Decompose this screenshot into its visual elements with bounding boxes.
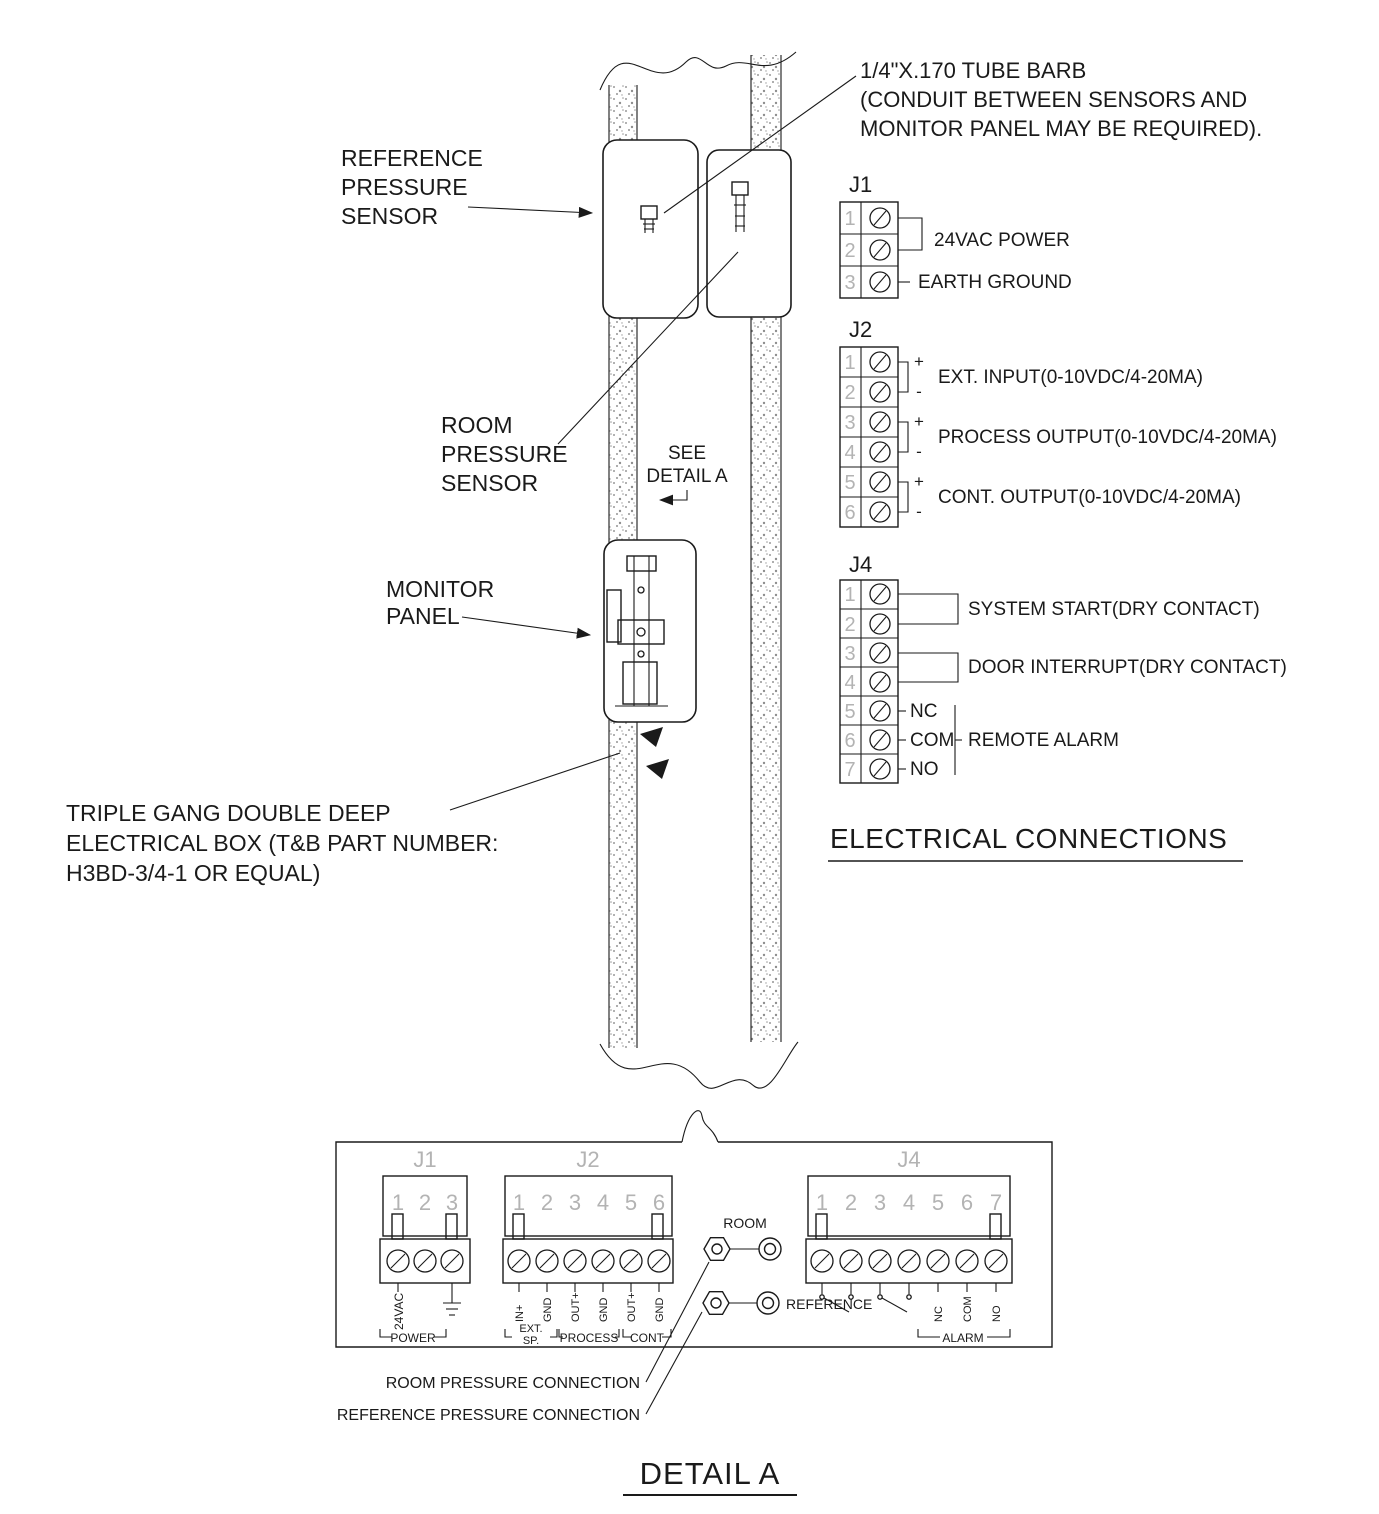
j2-pin-number: 4 <box>844 442 856 464</box>
leader-line <box>660 490 687 500</box>
electrical-connections-heading <box>828 823 1243 861</box>
detail-j2-designator: J2 <box>576 1147 600 1172</box>
annotation-electrical-box <box>66 727 669 886</box>
polarity-plus: + <box>914 472 924 491</box>
j4-contact-nc: NC <box>910 701 938 722</box>
detail-j4-group <box>806 1147 1012 1345</box>
annotation-reference-pressure-sensor <box>341 145 592 229</box>
leader-line <box>462 617 590 635</box>
detail-j1-designator: J1 <box>413 1147 437 1172</box>
j4-contact-com: COM <box>910 730 955 751</box>
detail-j1-wire-label: 24VAC <box>392 1292 406 1330</box>
detail-j2-wire-label: GND <box>542 1297 554 1322</box>
annotation-see-detail-a <box>646 443 728 500</box>
j1-pin-number: 3 <box>844 272 856 294</box>
bracket <box>898 422 908 452</box>
electrical-box-label: TRIPLE GANG DOUBLE DEEP <box>66 800 391 826</box>
detail-j2-pin: 6 <box>652 1190 666 1215</box>
room-connection-callout: ROOM PRESSURE CONNECTION <box>385 1375 640 1392</box>
polarity-plus: + <box>914 352 924 371</box>
annotation-monitor-panel <box>386 576 590 635</box>
detail-power-group-label: POWER <box>390 1331 436 1345</box>
detail-j4-pin: 6 <box>960 1190 974 1215</box>
leader-line <box>646 1312 702 1414</box>
wall-break-bottom <box>600 1042 798 1088</box>
j1-designator: J1 <box>849 172 873 197</box>
j4-pin-number: 7 <box>844 759 856 781</box>
see-detail-label: DETAIL A <box>646 466 728 487</box>
detail-j2-wire-label: GND <box>654 1297 666 1322</box>
detail-process-group-label: PROCESS <box>559 1331 619 1345</box>
j1-pin-number: 2 <box>844 240 856 262</box>
j2-pin-number: 1 <box>844 352 856 374</box>
detail-j1-pin: 2 <box>418 1190 432 1215</box>
polarity-minus: - <box>916 442 922 461</box>
detail-j2-wire-label: OUT+ <box>570 1292 582 1322</box>
j2-pin-number: 6 <box>844 502 856 524</box>
room-port-label: ROOM <box>723 1215 767 1231</box>
j1-ground-label: EARTH GROUND <box>918 272 1072 293</box>
detail-j2-group <box>503 1147 673 1347</box>
detail-j4-pin: 2 <box>844 1190 858 1215</box>
group-bracket <box>918 1329 940 1337</box>
detail-j4-pin: 7 <box>989 1190 1003 1215</box>
reference-pressure-sensor-drawing <box>603 140 698 318</box>
barb-port-icon <box>757 1292 779 1314</box>
detail-j2-pin: 2 <box>540 1190 554 1215</box>
j4-contact-no: NO <box>910 759 939 780</box>
detail-j4-pin: 4 <box>902 1190 916 1215</box>
detail-alarm-group-label: ALARM <box>942 1331 984 1345</box>
detail-j2-pin: 1 <box>512 1190 526 1215</box>
connector-j4-diagram <box>840 552 1287 783</box>
detail-j2-pin: 5 <box>624 1190 638 1215</box>
bracket <box>898 594 958 624</box>
terminal-screw-icon <box>387 1250 463 1272</box>
room-sensor-label: SENSOR <box>441 470 539 496</box>
reference-sensor-label: REFERENCE <box>341 145 483 171</box>
room-sensor-label: PRESSURE <box>441 441 568 467</box>
monitor-panel-label: PANEL <box>386 603 460 629</box>
electrical-box-label: H3BD-3/4-1 OR EQUAL) <box>66 860 321 886</box>
detail-ext-sp-group-label: SP. <box>522 1335 540 1347</box>
reference-sensor-label: SENSOR <box>341 203 439 229</box>
arrowhead-icon <box>640 727 663 747</box>
bracket <box>898 218 922 250</box>
detail-j2-pin: 3 <box>568 1190 582 1215</box>
polarity-minus: - <box>916 502 922 521</box>
j2-pin-number: 2 <box>844 382 856 404</box>
bracket <box>898 653 958 682</box>
detail-j4-wire-label: NC <box>933 1306 945 1322</box>
group-bracket <box>550 1329 557 1337</box>
j2-cont-output-label: CONT. OUTPUT(0-10VDC/4-20MA) <box>938 487 1241 508</box>
see-detail-label: SEE <box>667 443 707 464</box>
j4-pin-number: 3 <box>844 643 856 665</box>
terminal-screw-icon <box>870 208 890 292</box>
panel-break-mark <box>682 1111 718 1142</box>
tube-barb-label: 1/4"X.170 TUBE BARB <box>860 58 1087 83</box>
section-title: ELECTRICAL CONNECTIONS <box>830 823 1228 854</box>
j2-ext-input-label: EXT. INPUT(0-10VDC/4-20MA) <box>938 367 1204 388</box>
hex-fitting-icon <box>703 1292 729 1315</box>
connector-j1-diagram <box>840 172 1072 298</box>
reference-sensor-label: PRESSURE <box>341 174 468 200</box>
leader-line <box>450 753 620 810</box>
j2-pin-number: 3 <box>844 412 856 434</box>
j2-process-output-label: PROCESS OUTPUT(0-10VDC/4-20MA) <box>938 427 1277 448</box>
detail-j4-pin: 1 <box>815 1190 829 1215</box>
detail-j4-designator: J4 <box>897 1147 921 1172</box>
j4-pin-number: 2 <box>844 614 856 636</box>
j2-pin-number: 5 <box>844 472 856 494</box>
hex-fitting-icon <box>704 1238 730 1261</box>
group-bracket <box>434 1329 446 1337</box>
j1-power-label: 24VAC POWER <box>934 230 1070 251</box>
j4-designator: J4 <box>849 552 873 577</box>
leader-line <box>468 207 592 213</box>
dry-contact-switch-icon <box>878 1283 911 1312</box>
detail-cont-group-label: CONT <box>630 1331 664 1345</box>
j2-designator: J2 <box>849 317 873 342</box>
j4-system-start-label: SYSTEM START(DRY CONTACT) <box>968 599 1260 620</box>
bracket <box>898 362 908 392</box>
detail-j1-group <box>380 1147 470 1345</box>
detail-j4-pin: 5 <box>931 1190 945 1215</box>
detail-j2-wire-label: GND <box>598 1297 610 1322</box>
polarity-minus: - <box>916 382 922 401</box>
detail-j4-pin: 3 <box>873 1190 887 1215</box>
tube-barb-label: (CONDUIT BETWEEN SENSORS AND <box>860 87 1248 112</box>
electrical-box-label: ELECTRICAL BOX (T&B PART NUMBER: <box>66 830 499 856</box>
j4-pin-number: 4 <box>844 672 856 694</box>
room-pressure-sensor-drawing <box>707 150 791 317</box>
reference-port-label: REFERENCE <box>786 1296 873 1312</box>
detail-title-text: DETAIL A <box>639 1456 781 1491</box>
group-bracket <box>987 1329 1010 1337</box>
detail-j4-wire-label: NO <box>991 1305 1003 1322</box>
j4-remote-alarm-label: REMOTE ALARM <box>968 730 1119 751</box>
barb-port-icon <box>759 1238 781 1260</box>
j1-pin-number: 1 <box>844 208 856 230</box>
polarity-plus: + <box>914 412 924 431</box>
detail-a-drawing <box>336 1111 1052 1495</box>
j4-pin-number: 6 <box>844 730 856 752</box>
tube-barb-label: MONITOR PANEL MAY BE REQUIRED). <box>860 116 1263 141</box>
detail-ext-sp-group-label: EXT. <box>519 1323 543 1335</box>
reference-connection-callout: REFERENCE PRESSURE CONNECTION <box>336 1407 640 1424</box>
detail-j2-wire-label: OUT+ <box>626 1292 638 1322</box>
terminal-screw-icon <box>508 1250 670 1272</box>
monitor-panel-label: MONITOR <box>386 576 495 602</box>
detail-j2-pin: 4 <box>596 1190 610 1215</box>
terminal-screw-icon <box>870 584 890 779</box>
bracket <box>898 482 908 512</box>
earth-ground-icon <box>443 1283 461 1315</box>
arrowhead-icon <box>646 759 669 779</box>
j4-door-interrupt-label: DOOR INTERRUPT(DRY CONTACT) <box>968 657 1287 678</box>
detail-j1-pin: 1 <box>391 1190 405 1215</box>
detail-j1-pin: 3 <box>445 1190 459 1215</box>
j4-pin-number: 5 <box>844 701 856 723</box>
group-bracket <box>505 1329 512 1337</box>
detail-j2-wire-label: IN+ <box>514 1304 526 1322</box>
detail-j4-wire-label: COM <box>962 1296 974 1322</box>
connector-j2-diagram <box>840 317 1277 527</box>
monitor-panel-drawing <box>604 540 696 722</box>
j4-pin-number: 1 <box>844 584 856 606</box>
room-sensor-label: ROOM <box>441 412 513 438</box>
detail-a-title <box>623 1456 797 1495</box>
terminal-screw-icon <box>811 1250 1007 1272</box>
